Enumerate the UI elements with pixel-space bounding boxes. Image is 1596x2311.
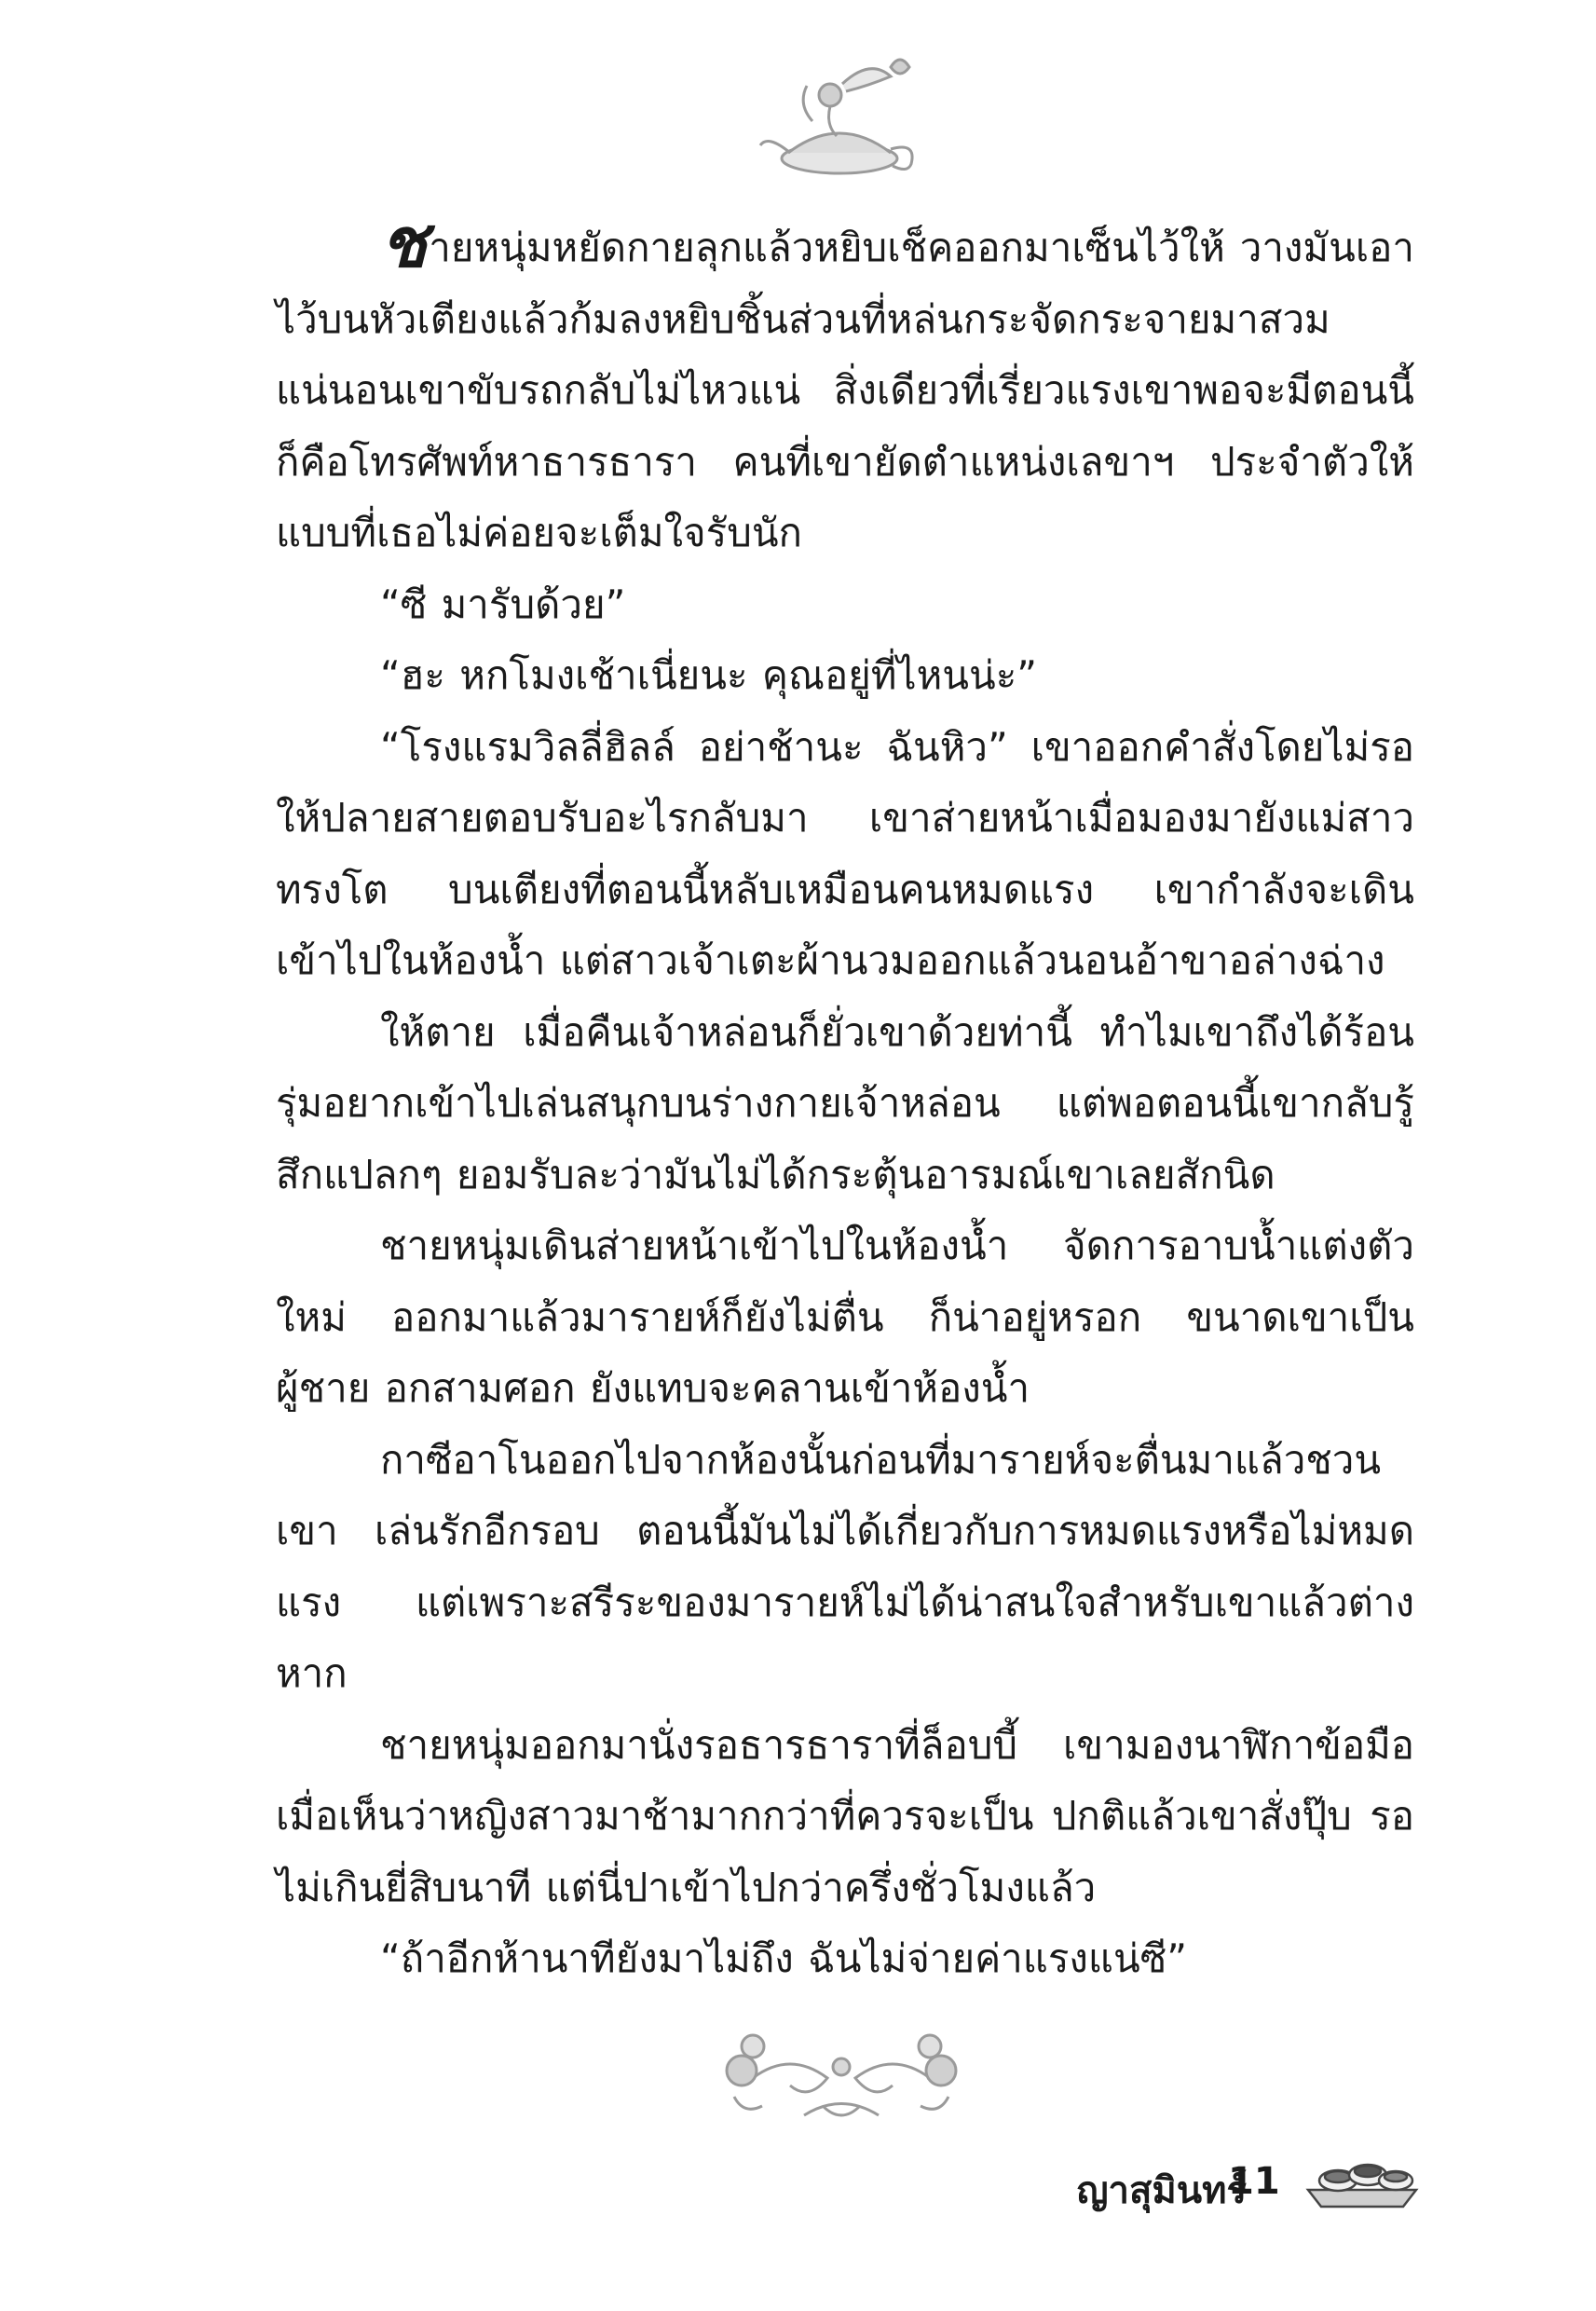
paragraph-text: ายหนุ่มหยัดกายลุกแล้วหยิบเช็คออกมาเซ็นไว้ให้ วางมันเอาไว้บนหัวเตียงแล้วก้มลงหยิบชิ้นส่วนที่หล่นกระจัดกระจายมาสวม แน่นอนเขาขับรถกลับไม่ไหวแน่ สิ่งเดียวที่เรี่ยวแรงเขาพอจะมีตอนนี้ก็คือโทรศัพท์หาธารธารา คนที่เขายัดตำแหน่งเลขาฯ ประจำตัวให้ แบบที่เธอไม่ค่อยจะเต็มใจรับนัก — [276, 225, 1414, 555]
floral-scroll-divider-icon — [716, 2013, 967, 2134]
paragraph: “ซี มารับด้วย” — [380, 581, 626, 627]
author-name: ญาสุมินทร์ — [1076, 2169, 1247, 2212]
paragraph: ให้ตาย เมื่อคืนเจ้าหล่อนก็ยั่วเขาด้วยท่านี้ ทำไมเขาถึงได้ร้อนรุ่มอยากเข้าไปเล่นสนุกบนร่างกายเจ้าหล่อน แต่พอตอนนี้เขากลับรู้สึกแปลกๆ ยอมรับละว่ามันไม่ได้กระตุ้นอารมณ์เขาเลยสักนิด — [276, 1008, 1414, 1197]
paragraph: “โรงแรมวิลลี่ฮิลล์ อย่าช้านะ ฉันหิว” เขาออกคำสั่งโดยไม่รอให้ปลายสายตอบรับอะไรกลับมา เขาส่ายหน้าเมื่อมองมายังแม่สาวทรงโต บนเตียงที่ตอนนี้หลับเหมือนคนหมดแรง เขากำลังจะเดินเข้าไปในห้องน้ำ แต่สาวเจ้าเตะผ้านวมออกแล้วนอนอ้าขาอล่างฉ่าง — [276, 723, 1414, 983]
paragraph: ชายหนุ่มเดินส่ายหน้าเข้าไปในห้องน้ำ จัดการอาบน้ำแต่งตัวใหม่ ออกมาแล้วมารายห์ก็ยังไม่ตื่น ก็น่าอยู่หรอก ขนาดเขาเป็นผู้ชาย อกสามศอก ยังแทบจะคลานเข้าห้องน้ำ — [276, 1223, 1414, 1411]
cupid-teapot-ornament-icon — [751, 48, 928, 188]
chapter-text — [276, 203, 1414, 1995]
page-number: 11 — [1228, 2160, 1280, 2203]
page-footer — [0, 2143, 1596, 2227]
paragraph: “ฮะ หกโมงเช้าเนี่ยนะ คุณอยู่ที่ไหนน่ะ” — [380, 652, 1038, 698]
paragraph: “ถ้าอีกห้านาทียังมาไม่ถึง ฉันไม่จ่ายค่าแรงแน่ซี” — [380, 1935, 1187, 1981]
paragraph: กาซีอาโนออกไปจากห้องนั้นก่อนที่มารายห์จะตื่นมาแล้วชวนเขา เล่นรักอีกรอบ ตอนนี้มันไม่ได้เกี่ยวกับการหมดแรงหรือไม่หมดแรง แต่เพราะสรีระของมารายห์ไม่ได้น่าสนใจสำหรับเขาแล้วต่างหาก — [276, 1436, 1414, 1696]
paragraph — [276, 203, 1414, 569]
sushi-plate-icon — [1303, 2149, 1422, 2214]
paragraph: ชายหนุ่มออกมานั่งรอธารธาราที่ล็อบบี้ เขามองนาฬิกาข้อมือ เมื่อเห็นว่าหญิงสาวมาช้ามากกว่าที่ควรจะเป็น ปกติแล้วเขาสั่งปุ๊บ รอไม่เกินยี่สิบนาที แต่นี่ปาเข้าไปกว่าครึ่งชั่วโมงแล้ว — [276, 1721, 1414, 1910]
drop-initial: ช — [380, 203, 428, 283]
